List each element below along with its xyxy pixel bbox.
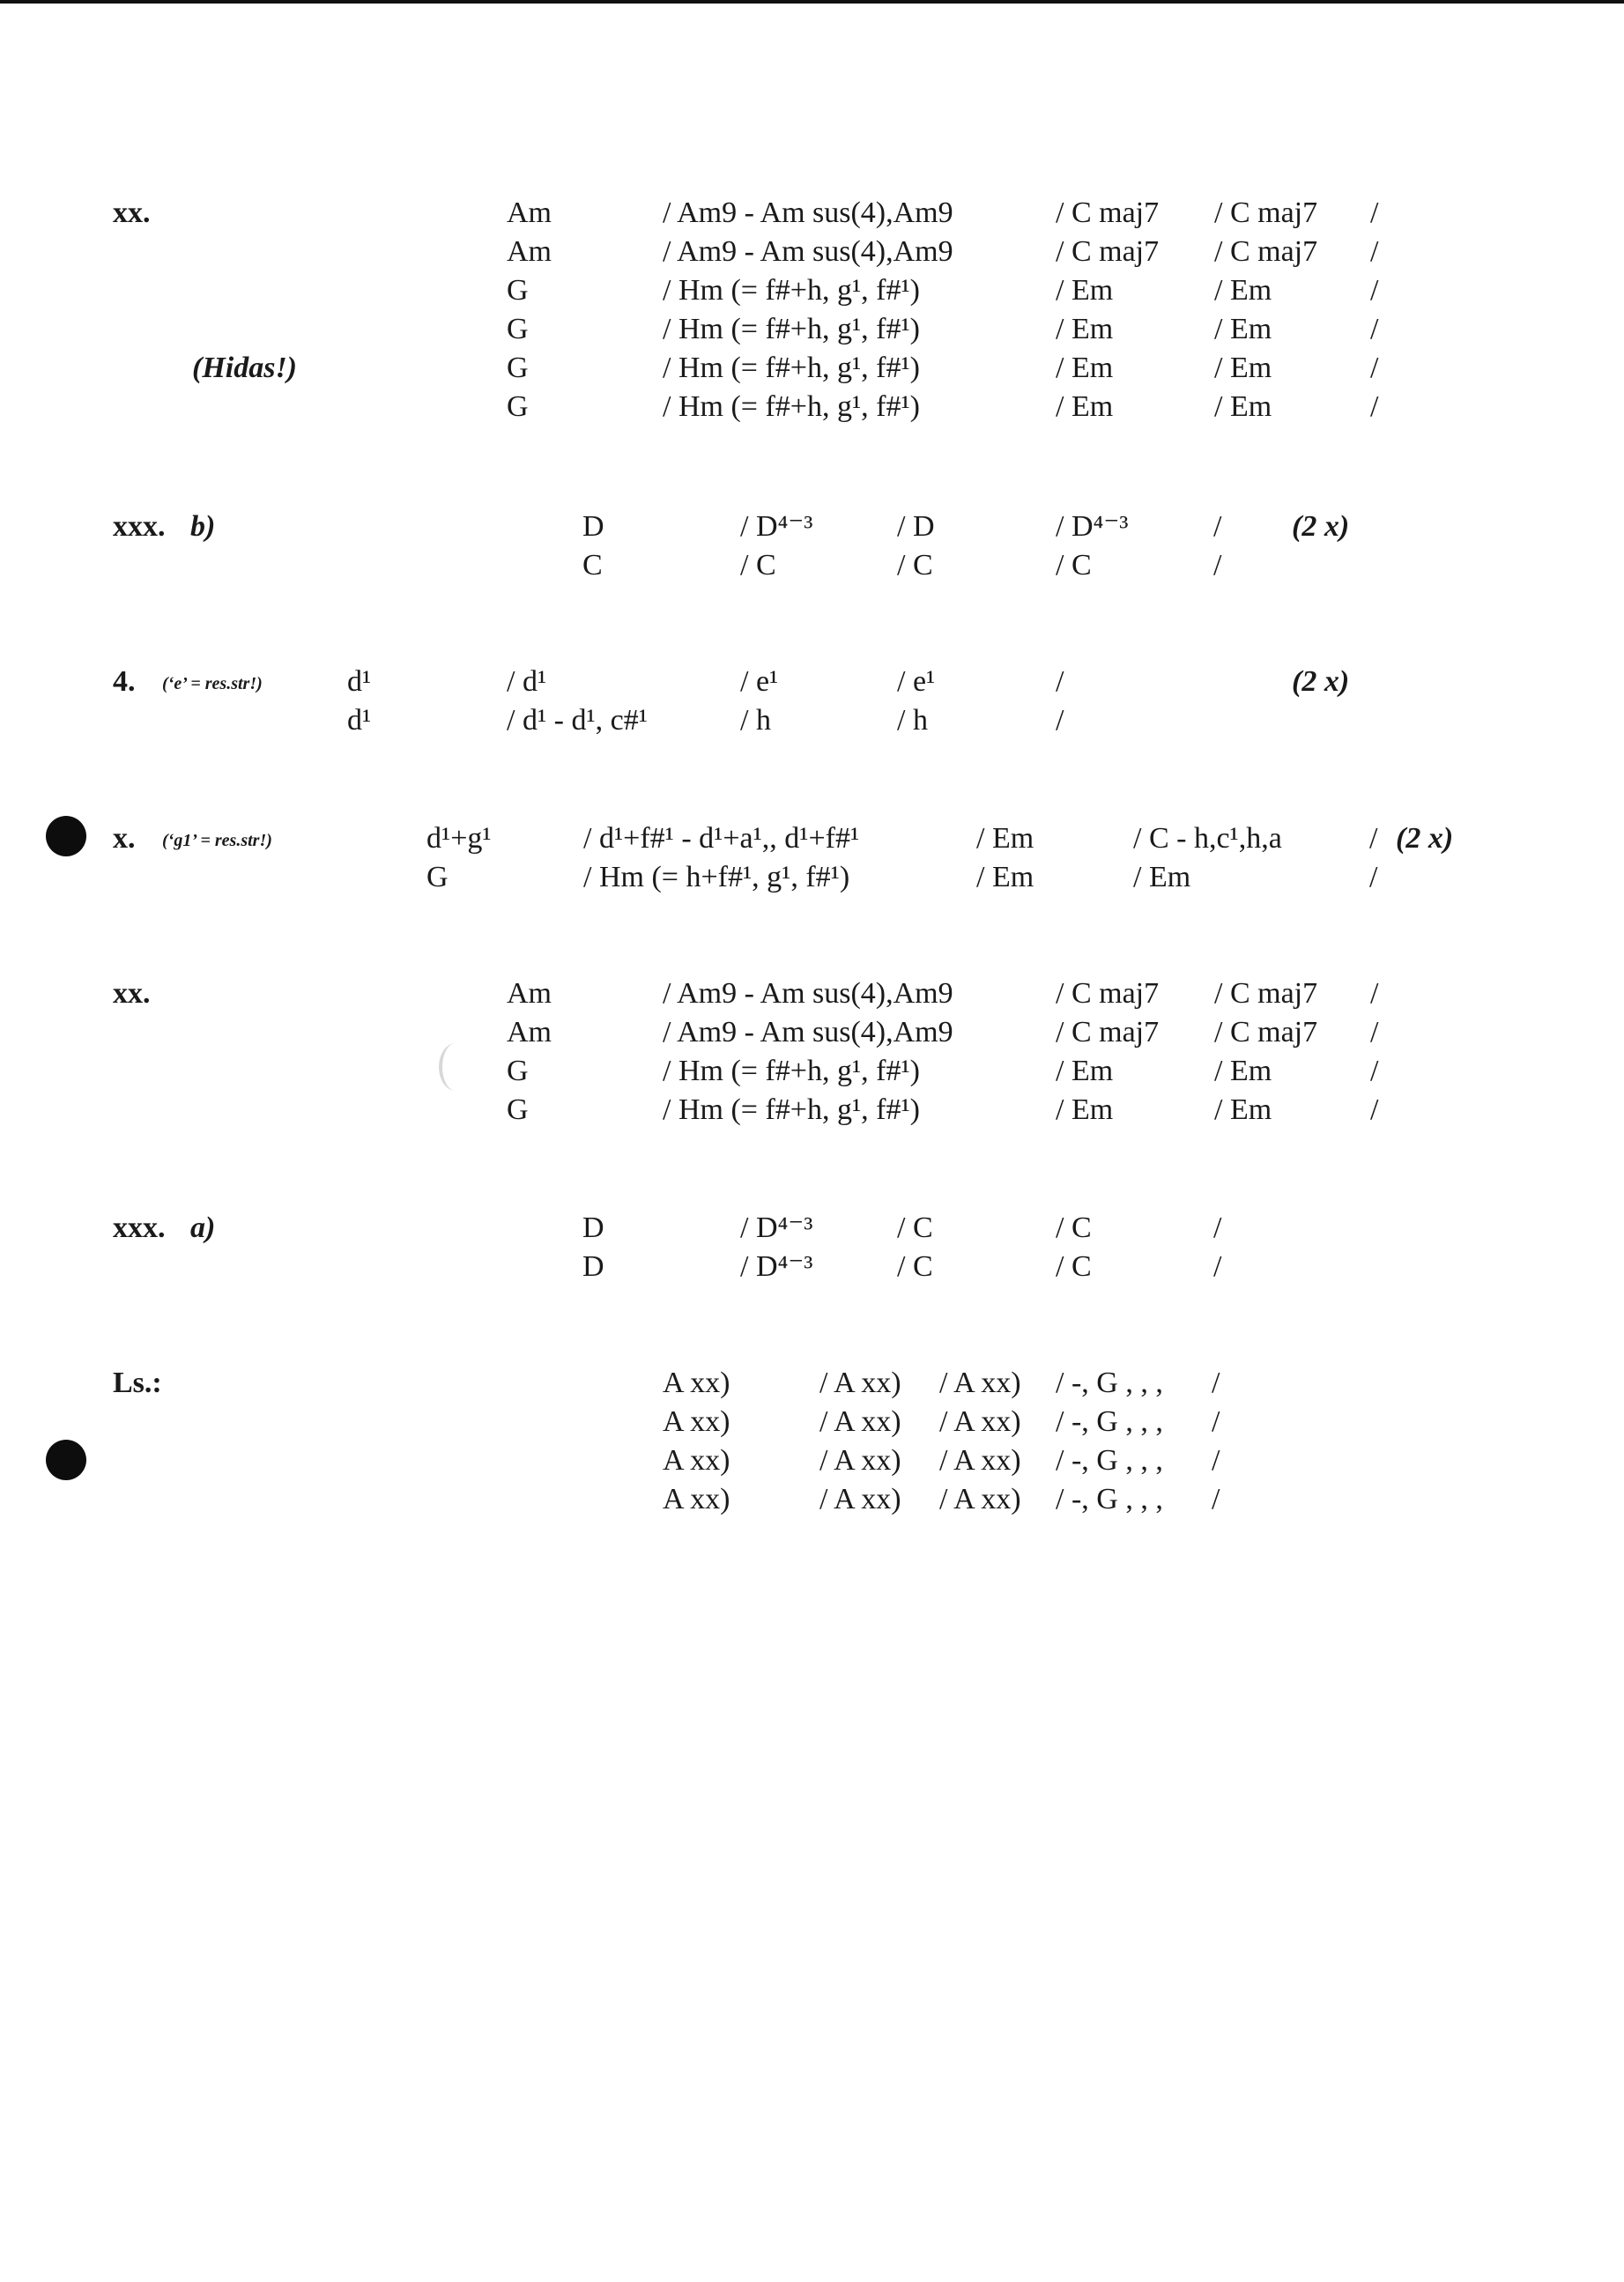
chord-x-r0-c0: d¹+g¹ bbox=[426, 822, 492, 855]
chord-xxx-a-r1-c0: D bbox=[582, 1250, 604, 1283]
side-note-hidas: (Hidas!) bbox=[192, 352, 297, 384]
chord-xx-1-r0-end: / bbox=[1370, 196, 1379, 229]
chord-x-r0-c1: / d¹+f#¹ - d¹+a¹,, d¹+f#¹ bbox=[583, 822, 860, 855]
chord-ls-r1-c1: / A xx) bbox=[819, 1405, 901, 1438]
chord-xx-1-r4-c2: / Em bbox=[1056, 352, 1114, 384]
chord-xx-1-r3-root: G bbox=[507, 313, 529, 345]
chord-xx-1-r2-c1: / Hm (= f#+h, g¹, f#¹) bbox=[663, 274, 920, 307]
chord-xx-1-r2-root: G bbox=[507, 274, 529, 307]
chord-ls-r1-c3: / -, G , , , bbox=[1056, 1405, 1163, 1438]
chord-ls-r3-c2: / A xx) bbox=[939, 1483, 1021, 1515]
chord-four-r0-c2: / e¹ bbox=[740, 665, 779, 698]
chord-xx-1-r4-c3: / Em bbox=[1214, 352, 1272, 384]
section-label-x: x. bbox=[113, 822, 136, 855]
chord-x-r0-c3: / C - h,c¹,h,a bbox=[1133, 822, 1282, 855]
chord-xx-2-r2-c1: / Hm (= f#+h, g¹, f#¹) bbox=[663, 1055, 920, 1087]
chord-xx-2-r3-c2: / Em bbox=[1056, 1093, 1114, 1126]
chord-four-r0-c0: d¹ bbox=[347, 665, 372, 698]
chord-xx-2-r0-root: Am bbox=[507, 977, 552, 1010]
chord-xx-1-r4-end: / bbox=[1370, 352, 1379, 384]
chord-xxx-b-r1-c1: / C bbox=[740, 549, 776, 582]
chord-xxx-b-r0-c3: / D⁴⁻³ bbox=[1056, 510, 1129, 543]
chord-xx-1-r2-c3: / Em bbox=[1214, 274, 1272, 307]
chord-xx-2-r0-end: / bbox=[1370, 977, 1379, 1010]
repeat-marker-x: (2 x) bbox=[1396, 822, 1454, 855]
chord-xx-1-r0-c1: / Am9 - Am sus(4),Am9 bbox=[663, 196, 953, 229]
chord-xx-2-r2-root: G bbox=[507, 1055, 529, 1087]
chord-xx-1-r0-c3: / C maj7 bbox=[1214, 196, 1318, 229]
section-sub-xxx-a: a) bbox=[190, 1211, 216, 1244]
chord-xx-1-r1-c1: / Am9 - Am sus(4),Am9 bbox=[663, 235, 953, 268]
chord-xxx-b-r0-end: / bbox=[1213, 510, 1222, 543]
chord-xx-2-r1-end: / bbox=[1370, 1016, 1379, 1048]
chord-xx-1-r1-root: Am bbox=[507, 235, 552, 268]
chord-four-r1-c3: / h bbox=[897, 704, 928, 737]
chord-xxx-a-r0-c0: D bbox=[582, 1211, 604, 1244]
chord-xx-1-r3-c2: / Em bbox=[1056, 313, 1114, 345]
chord-xx-1-r4-root: G bbox=[507, 352, 529, 384]
chord-ls-r3-end: / bbox=[1212, 1483, 1220, 1515]
chord-ls-r2-end: / bbox=[1212, 1444, 1220, 1477]
chord-four-r1-c0: d¹ bbox=[347, 704, 372, 737]
chord-xxx-a-r0-end: / bbox=[1213, 1211, 1222, 1244]
chord-xxx-b-r0-c0: D bbox=[582, 510, 604, 543]
resonating-string-note-x: (‘g1’ = res.str!) bbox=[162, 831, 272, 850]
chord-xx-1-r2-c2: / Em bbox=[1056, 274, 1114, 307]
chord-ls-r3-c3: / -, G , , , bbox=[1056, 1483, 1163, 1515]
chord-ls-r2-c0: A xx) bbox=[663, 1444, 730, 1477]
chord-xx-1-r0-root: Am bbox=[507, 196, 552, 229]
chord-x-r1-c3: / Em bbox=[1133, 861, 1191, 893]
chord-ls-r2-c3: / -, G , , , bbox=[1056, 1444, 1163, 1477]
chord-xx-2-r3-c3: / Em bbox=[1214, 1093, 1272, 1126]
chord-xxx-a-r1-c1: / D⁴⁻³ bbox=[740, 1250, 813, 1283]
chord-four-r1-end: / bbox=[1056, 704, 1064, 737]
section-label-xx-1: xx. bbox=[113, 196, 151, 229]
section-label-xx-2: xx. bbox=[113, 977, 151, 1010]
chord-xx-2-r3-end: / bbox=[1370, 1093, 1379, 1126]
chord-xx-2-r1-c3: / C maj7 bbox=[1214, 1016, 1318, 1048]
resonating-string-note-four: (‘e’ = res.str!) bbox=[162, 674, 263, 693]
chord-four-r1-c1: / d¹ - d¹, c#¹ bbox=[507, 704, 648, 737]
chord-xx-2-r0-c3: / C maj7 bbox=[1214, 977, 1318, 1010]
chord-ls-r2-c2: / A xx) bbox=[939, 1444, 1021, 1477]
chord-ls-r0-c1: / A xx) bbox=[819, 1367, 901, 1399]
chord-four-r0-c1: / d¹ bbox=[507, 665, 547, 698]
chord-x-r0-end: / bbox=[1369, 822, 1378, 855]
chord-xx-2-r1-c1: / Am9 - Am sus(4),Am9 bbox=[663, 1016, 953, 1048]
section-label-xxx-a: xxx. bbox=[113, 1211, 166, 1244]
chord-xxx-b-r1-c3: / C bbox=[1056, 549, 1092, 582]
chord-ls-r1-c2: / A xx) bbox=[939, 1405, 1021, 1438]
repeat-marker-four: (2 x) bbox=[1292, 665, 1350, 698]
chord-xxx-b-r0-c1: / D⁴⁻³ bbox=[740, 510, 813, 543]
chord-xx-2-r0-c2: / C maj7 bbox=[1056, 977, 1160, 1010]
chord-xxx-b-r1-c2: / C bbox=[897, 549, 933, 582]
chord-xxx-a-r1-end: / bbox=[1213, 1250, 1222, 1283]
chord-x-r1-c2: / Em bbox=[976, 861, 1034, 893]
chord-xx-1-r1-end: / bbox=[1370, 235, 1379, 268]
chord-xxx-a-r1-c2: / C bbox=[897, 1250, 933, 1283]
chord-xx-1-r4-c1: / Hm (= f#+h, g¹, f#¹) bbox=[663, 352, 920, 384]
chord-xx-2-r3-root: G bbox=[507, 1093, 529, 1126]
chord-xxx-b-r1-c0: C bbox=[582, 549, 603, 582]
chord-xx-2-r3-c1: / Hm (= f#+h, g¹, f#¹) bbox=[663, 1093, 920, 1126]
chord-x-r1-end: / bbox=[1369, 861, 1378, 893]
chord-xxx-a-r1-c3: / C bbox=[1056, 1250, 1092, 1283]
chord-ls-r1-c0: A xx) bbox=[663, 1405, 730, 1438]
chord-xx-2-r2-c3: / Em bbox=[1214, 1055, 1272, 1087]
repeat-marker-xxx-b: (2 x) bbox=[1292, 510, 1350, 543]
chord-xx-1-r5-c1: / Hm (= f#+h, g¹, f#¹) bbox=[663, 390, 920, 423]
chord-xx-2-r0-c1: / Am9 - Am sus(4),Am9 bbox=[663, 977, 953, 1010]
chord-xx-1-r2-end: / bbox=[1370, 274, 1379, 307]
chord-ls-r3-c1: / A xx) bbox=[819, 1483, 901, 1515]
chord-xx-1-r3-c1: / Hm (= f#+h, g¹, f#¹) bbox=[663, 313, 920, 345]
chord-xx-1-r1-c2: / C maj7 bbox=[1056, 235, 1160, 268]
chord-ls-r3-c0: A xx) bbox=[663, 1483, 730, 1515]
chord-xx-1-r0-c2: / C maj7 bbox=[1056, 196, 1160, 229]
chord-xx-1-r5-root: G bbox=[507, 390, 529, 423]
chord-xxx-a-r0-c1: / D⁴⁻³ bbox=[740, 1211, 813, 1244]
chord-xx-1-r5-end: / bbox=[1370, 390, 1379, 423]
chord-xx-2-r2-end: / bbox=[1370, 1055, 1379, 1087]
chord-ls-r0-c3: / -, G , , , bbox=[1056, 1367, 1163, 1399]
chord-xx-1-r3-end: / bbox=[1370, 313, 1379, 345]
chord-ls-r2-c1: / A xx) bbox=[819, 1444, 901, 1477]
section-label-four: 4. bbox=[113, 665, 136, 698]
chord-xxx-b-r0-c2: / D bbox=[897, 510, 935, 543]
chord-xx-2-r1-c2: / C maj7 bbox=[1056, 1016, 1160, 1048]
chord-xx-1-r5-c3: / Em bbox=[1214, 390, 1272, 423]
chord-x-r1-c1: / Hm (= h+f#¹, g¹, f#¹) bbox=[583, 861, 850, 893]
chord-xx-2-r1-root: Am bbox=[507, 1016, 552, 1048]
chord-four-r0-c3: / e¹ bbox=[897, 665, 936, 698]
section-label-xxx-b: xxx. bbox=[113, 510, 166, 543]
section-sub-xxx-b: b) bbox=[190, 510, 216, 543]
chord-xx-1-r3-c3: / Em bbox=[1214, 313, 1272, 345]
chord-ls-r0-c2: / A xx) bbox=[939, 1367, 1021, 1399]
chord-xx-1-r1-c3: / C maj7 bbox=[1214, 235, 1318, 268]
chord-xxx-b-r1-end: / bbox=[1213, 549, 1222, 582]
chord-ls-r0-c0: A xx) bbox=[663, 1367, 730, 1399]
chord-xx-1-r5-c2: / Em bbox=[1056, 390, 1114, 423]
chord-x-r0-c2: / Em bbox=[976, 822, 1034, 855]
chord-xxx-a-r0-c2: / C bbox=[897, 1211, 933, 1244]
chord-ls-r1-end: / bbox=[1212, 1405, 1220, 1438]
chord-xx-2-r2-c2: / Em bbox=[1056, 1055, 1114, 1087]
chord-four-r0-end: / bbox=[1056, 665, 1064, 698]
chord-four-r1-c2: / h bbox=[740, 704, 771, 737]
section-label-ls: Ls.: bbox=[113, 1367, 162, 1399]
chord-xxx-a-r0-c3: / C bbox=[1056, 1211, 1092, 1244]
chord-x-r1-c0: G bbox=[426, 861, 449, 893]
chord-ls-r0-end: / bbox=[1212, 1367, 1220, 1399]
